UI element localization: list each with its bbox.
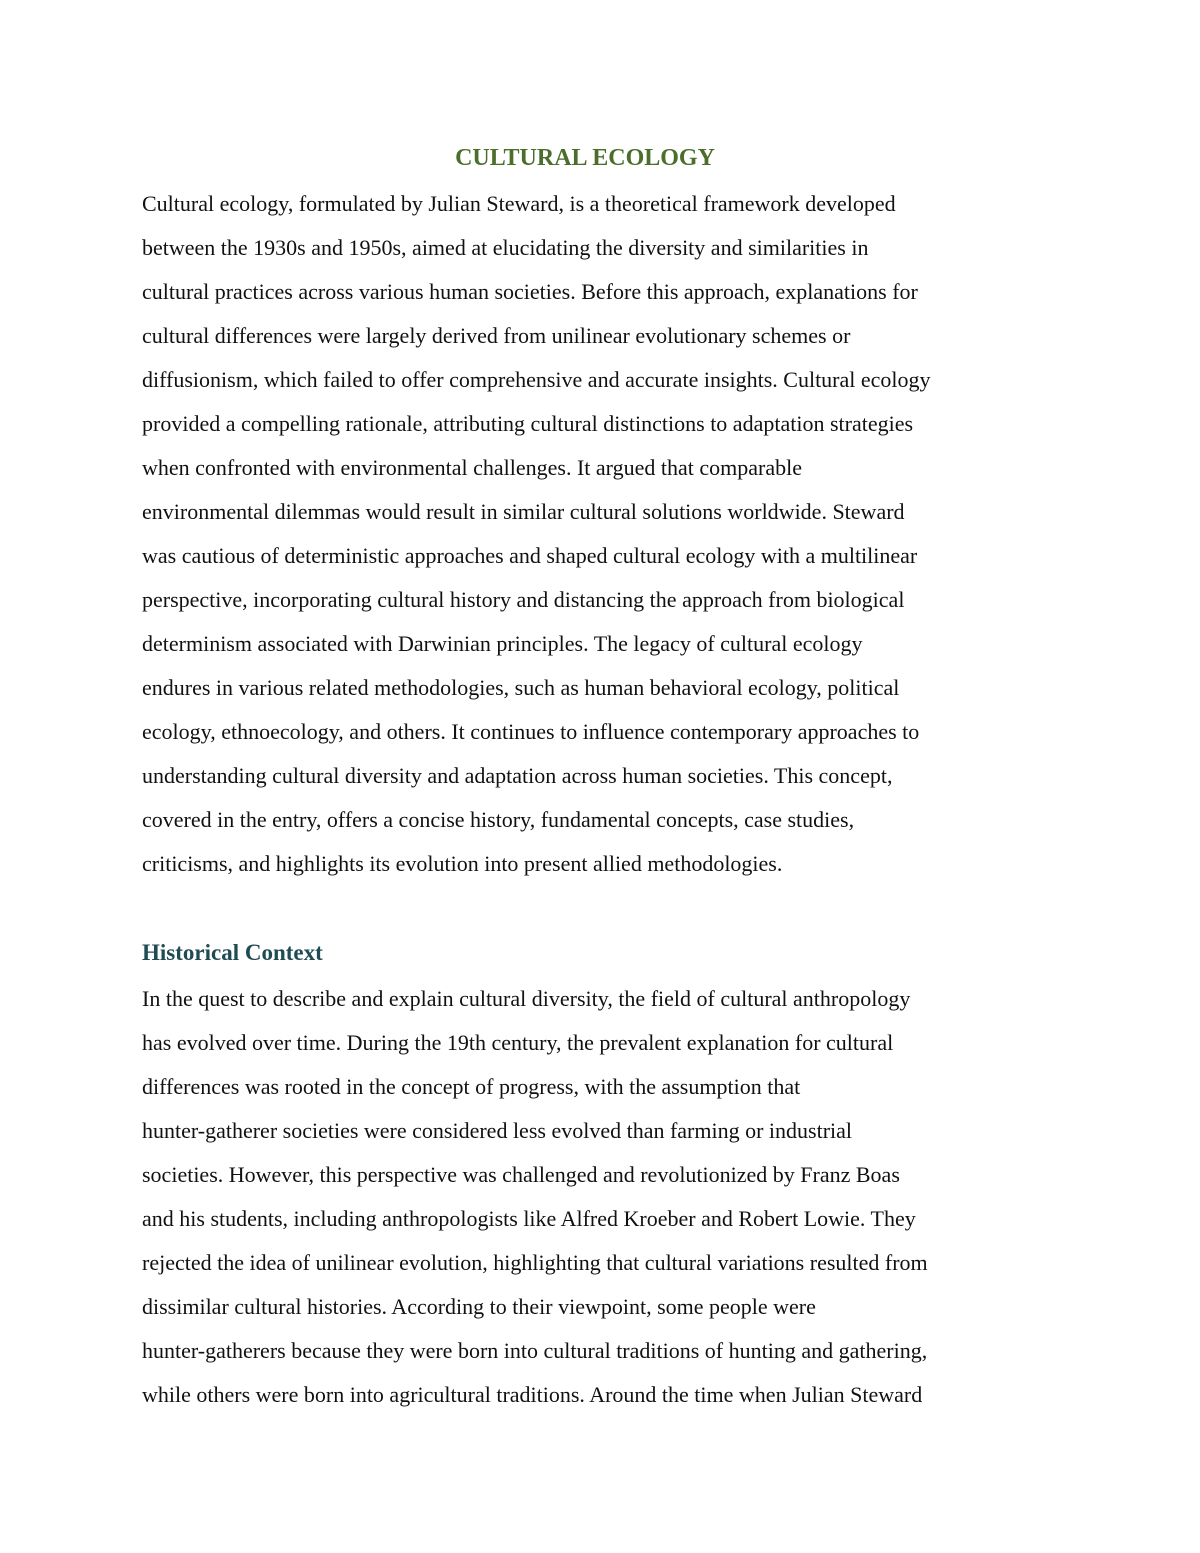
document-title: CULTURAL ECOLOGY [455,145,715,171]
text-line: hunter-gatherers because they were born into cultural traditions of hunting and gathering, [142,1338,928,1363]
text-line: differences was rooted in the concept of progress, with the assumption that [142,1074,801,1099]
text-line: has evolved over time. During the 19th century, the prevalent explanation for cultural [142,1030,894,1055]
text-line: when confronted with environmental challenges. It argued that comparable [142,455,802,480]
text-line: hunter-gatherer societies were considered less evolved than farming or industrial [142,1118,853,1143]
text-line: diffusionism, which failed to offer comprehensive and accurate insights. Cultural ecology [142,367,931,392]
text-line: dissimilar cultural histories. According to their viewpoint, some people were [142,1294,816,1319]
text-line: endures in various related methodologies, such as human behavioral ecology, political [142,675,900,700]
text-line: understanding cultural diversity and adaptation across human societies. This concept, [142,763,893,788]
text-line: In the quest to describe and explain cultural diversity, the field of cultural anthropology [142,986,911,1011]
text-line: ecology, ethnoecology, and others. It continues to influence contemporary approaches to [142,719,920,744]
text-line: while others were born into agricultural traditions. Around the time when Julian Steward [142,1382,923,1407]
text-line: societies. However, this perspective was challenged and revolutionized by Franz Boas [142,1162,900,1187]
text-line: Cultural ecology, formulated by Julian Steward, is a theoretical framework developed [142,191,896,216]
historical-context-paragraph [142,984,928,1424]
text-line: between the 1930s and 1950s, aimed at elucidating the diversity and similarities in [142,235,869,260]
text-line: rejected the idea of unilinear evolution, highlighting that cultural variations resulted from [142,1250,928,1275]
text-line: determinism associated with Darwinian principles. The legacy of cultural ecology [142,631,863,656]
text-line: and his students, including anthropologists like Alfred Kroeber and Robert Lowie. They [142,1206,916,1231]
text-line: perspective, incorporating cultural history and distancing the approach from biological [142,587,905,612]
text-line: provided a compelling rationale, attributing cultural distinctions to adaptation strategies [142,411,914,436]
text-line: cultural differences were largely derived from unilinear evolutionary schemes or [142,323,851,348]
text-line: was cautious of deterministic approaches and shaped cultural ecology with a multilinear [142,543,918,568]
text-line: criticisms, and highlights its evolution into present allied methodologies. [142,851,783,876]
text-line: cultural practices across various human societies. Before this approach, explanations for [142,279,918,304]
intro-paragraph [142,189,931,893]
text-line: covered in the entry, offers a concise history, fundamental concepts, case studies, [142,807,855,832]
text-line: environmental dilemmas would result in similar cultural solutions worldwide. Steward [142,499,905,524]
section-heading: Historical Context [142,940,323,965]
